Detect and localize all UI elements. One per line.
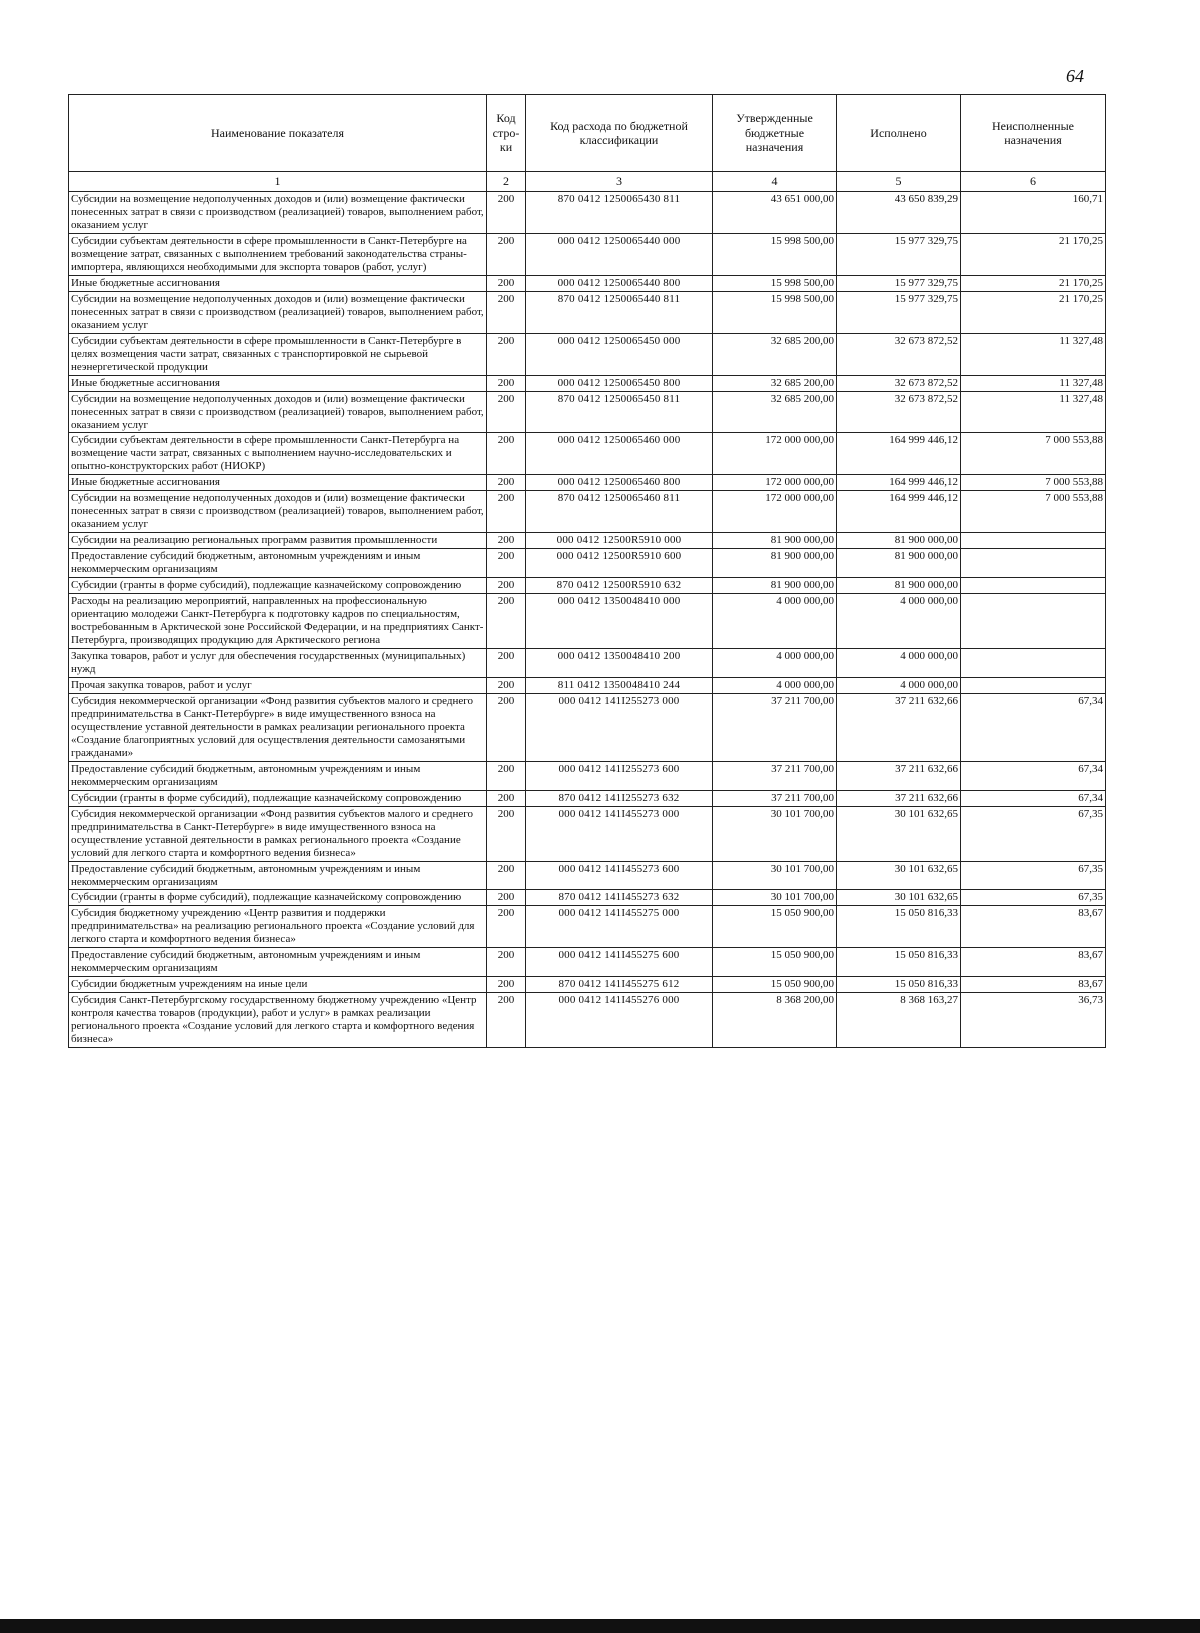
row-line-code: 200 <box>487 433 526 475</box>
table-row <box>69 906 1106 948</box>
row-executed: 4 000 000,00 <box>837 677 961 693</box>
row-expense-code: 870 0412 141I455275 612 <box>526 977 713 993</box>
row-unexecuted <box>961 549 1106 578</box>
row-executed: 30 101 632,65 <box>837 890 961 906</box>
row-line-code: 200 <box>487 761 526 790</box>
row-line-code: 200 <box>487 649 526 678</box>
row-line-code: 200 <box>487 594 526 649</box>
row-executed: 15 050 816,33 <box>837 977 961 993</box>
table-row <box>69 993 1106 1048</box>
row-approved: 30 101 700,00 <box>713 861 837 890</box>
row-expense-code: 870 0412 1250065450 811 <box>526 391 713 433</box>
row-approved: 15 050 900,00 <box>713 906 837 948</box>
row-line-code: 200 <box>487 906 526 948</box>
column-number: 2 <box>487 172 526 192</box>
row-approved: 15 050 900,00 <box>713 948 837 977</box>
page-number: 64 <box>1066 66 1084 86</box>
row-expense-code: 870 0412 12500R5910 632 <box>526 578 713 594</box>
row-approved: 4 000 000,00 <box>713 677 837 693</box>
row-approved: 8 368 200,00 <box>713 993 837 1048</box>
row-name: Субсидии субъектам деятельности в сфере промышленности в Санкт-Петербурге на возмещение затрат, связанных с выполнением требований законодательства страны-импортера, являющихся необходимыми для экспорта товаров (работ, услуг) <box>69 233 487 275</box>
row-unexecuted <box>961 677 1106 693</box>
row-name: Субсидии на возмещение недополученных доходов и (или) возмещение фактически понесенных затрат в связи с производством (реализацией) товаров, выполнением работ, оказанием услуг <box>69 291 487 333</box>
row-unexecuted <box>961 533 1106 549</box>
row-line-code: 200 <box>487 549 526 578</box>
row-executed: 15 977 329,75 <box>837 233 961 275</box>
row-expense-code: 000 0412 141I455276 000 <box>526 993 713 1048</box>
row-name: Предоставление субсидий бюджетным, автономным учреждениям и иным некоммерческим организациям <box>69 948 487 977</box>
table-row <box>69 333 1106 375</box>
row-name: Субсидии (гранты в форме субсидий), подлежащие казначейскому сопровождению <box>69 790 487 806</box>
table-row <box>69 977 1106 993</box>
row-unexecuted: 7 000 553,88 <box>961 475 1106 491</box>
column-number: 6 <box>961 172 1106 192</box>
row-unexecuted: 67,35 <box>961 861 1106 890</box>
column-number: 4 <box>713 172 837 192</box>
row-executed: 81 900 000,00 <box>837 533 961 549</box>
table-row <box>69 861 1106 890</box>
row-name: Субсидии (гранты в форме субсидий), подлежащие казначейскому сопровождению <box>69 578 487 594</box>
table-row <box>69 291 1106 333</box>
row-expense-code: 870 0412 141I455273 632 <box>526 890 713 906</box>
row-expense-code: 870 0412 1250065460 811 <box>526 491 713 533</box>
header-expense-code: Код расхода по бюджетной классификации <box>526 95 713 172</box>
table-row <box>69 475 1106 491</box>
row-executed: 15 050 816,33 <box>837 906 961 948</box>
row-line-code: 200 <box>487 491 526 533</box>
row-approved: 30 101 700,00 <box>713 890 837 906</box>
row-name: Предоставление субсидий бюджетным, автономным учреждениям и иным некоммерческим организациям <box>69 761 487 790</box>
row-line-code: 200 <box>487 890 526 906</box>
row-approved: 37 211 700,00 <box>713 790 837 806</box>
row-name: Субсидии на реализацию региональных программ развития промышленности <box>69 533 487 549</box>
row-unexecuted: 83,67 <box>961 906 1106 948</box>
header-approved: Утвержденные бюджетные назначения <box>713 95 837 172</box>
table-row <box>69 375 1106 391</box>
row-expense-code: 000 0412 1250065450 000 <box>526 333 713 375</box>
row-line-code: 200 <box>487 533 526 549</box>
row-name: Субсидия некоммерческой организации «Фонд развития субъектов малого и среднего предпринимательства в Санкт-Петербурге» в виде имущественного взноса на осуществление уставной деятельности в рамках реализации регионального проекта «Создание благоприятных условий для осуществления деятельности самозанятыми гражданами» <box>69 693 487 761</box>
row-approved: 15 998 500,00 <box>713 233 837 275</box>
row-name: Расходы на реализацию мероприятий, направленных на профессиональную ориентацию молодежи Санкт-Петербурга к подготовку кадров по специальностям, востребованным в Арктической зоне Российской Федерации, и на предприятиях Санкт-Петербурга, производящих продукцию для Арктического региона <box>69 594 487 649</box>
row-name: Субсидии на возмещение недополученных доходов и (или) возмещение фактически понесенных затрат в связи с производством (реализацией) товаров, выполнением работ, оказанием услуг <box>69 391 487 433</box>
table-row <box>69 491 1106 533</box>
table-row <box>69 578 1106 594</box>
row-executed: 164 999 446,12 <box>837 491 961 533</box>
row-name: Субсидии на возмещение недополученных доходов и (или) возмещение фактически понесенных затрат в связи с производством (реализацией) товаров, выполнением работ, оказанием услуг <box>69 192 487 234</box>
row-name: Субсидия некоммерческой организации «Фонд развития субъектов малого и среднего предпринимательства в Санкт-Петербурге» в виде имущественного взноса на осуществление уставной деятельности в рамках регионального проекта «Создание условий для легкого старта и комфортного ведения бизнеса» <box>69 806 487 861</box>
table-row <box>69 192 1106 234</box>
table-row <box>69 649 1106 678</box>
header-row <box>69 95 1106 172</box>
row-executed: 81 900 000,00 <box>837 549 961 578</box>
row-approved: 4 000 000,00 <box>713 649 837 678</box>
row-name: Предоставление субсидий бюджетным, автономным учреждениям и иным некоммерческим организациям <box>69 549 487 578</box>
row-unexecuted <box>961 649 1106 678</box>
table-row <box>69 677 1106 693</box>
row-expense-code: 000 0412 12500R5910 600 <box>526 549 713 578</box>
row-line-code: 200 <box>487 291 526 333</box>
row-line-code: 200 <box>487 677 526 693</box>
row-approved: 15 998 500,00 <box>713 291 837 333</box>
row-line-code: 200 <box>487 391 526 433</box>
row-line-code: 200 <box>487 693 526 761</box>
row-expense-code: 000 0412 141I455275 000 <box>526 906 713 948</box>
row-unexecuted: 21 170,25 <box>961 275 1106 291</box>
table-row <box>69 948 1106 977</box>
row-expense-code: 000 0412 1350048410 000 <box>526 594 713 649</box>
row-expense-code: 000 0412 1250065460 000 <box>526 433 713 475</box>
column-number: 1 <box>69 172 487 192</box>
row-expense-code: 000 0412 141I455273 000 <box>526 806 713 861</box>
row-executed: 32 673 872,52 <box>837 333 961 375</box>
row-executed: 15 050 816,33 <box>837 948 961 977</box>
row-executed: 8 368 163,27 <box>837 993 961 1048</box>
header-executed: Исполнено <box>837 95 961 172</box>
row-approved: 81 900 000,00 <box>713 533 837 549</box>
row-line-code: 200 <box>487 475 526 491</box>
row-expense-code: 000 0412 1250065460 800 <box>526 475 713 491</box>
row-approved: 81 900 000,00 <box>713 578 837 594</box>
row-unexecuted: 7 000 553,88 <box>961 433 1106 475</box>
row-name: Предоставление субсидий бюджетным, автономным учреждениям и иным некоммерческим организациям <box>69 861 487 890</box>
row-expense-code: 000 0412 1350048410 200 <box>526 649 713 678</box>
row-name: Субсидии на возмещение недополученных доходов и (или) возмещение фактически понесенных затрат в связи с производством (реализацией) товаров, выполнением работ, оказанием услуг <box>69 491 487 533</box>
budget-execution-table <box>68 94 1106 1048</box>
row-expense-code: 000 0412 141I255273 000 <box>526 693 713 761</box>
row-expense-code: 870 0412 1250065430 811 <box>526 192 713 234</box>
row-executed: 30 101 632,65 <box>837 806 961 861</box>
row-unexecuted <box>961 578 1106 594</box>
table-row <box>69 433 1106 475</box>
column-numbers-row <box>69 172 1106 192</box>
header-unexecuted: Неисполненные назначения <box>961 95 1106 172</box>
row-executed: 37 211 632,66 <box>837 790 961 806</box>
scan-edge-bar <box>0 1619 1200 1633</box>
table-body <box>69 192 1106 1048</box>
row-unexecuted <box>961 594 1106 649</box>
row-executed: 4 000 000,00 <box>837 594 961 649</box>
row-executed: 32 673 872,52 <box>837 375 961 391</box>
row-name: Субсидии субъектам деятельности в сфере промышленности в Санкт-Петербурге в целях возмещения части затрат, связанных с транспортировкой не сырьевой неэнергетической продукции <box>69 333 487 375</box>
row-expense-code: 000 0412 141I455275 600 <box>526 948 713 977</box>
row-line-code: 200 <box>487 977 526 993</box>
row-name: Субсидии бюджетным учреждениям на иные цели <box>69 977 487 993</box>
table-row <box>69 533 1106 549</box>
row-name: Иные бюджетные ассигнования <box>69 275 487 291</box>
table-row <box>69 594 1106 649</box>
row-line-code: 200 <box>487 861 526 890</box>
row-executed: 4 000 000,00 <box>837 649 961 678</box>
row-unexecuted: 36,73 <box>961 993 1106 1048</box>
row-unexecuted: 11 327,48 <box>961 333 1106 375</box>
row-unexecuted: 67,34 <box>961 761 1106 790</box>
table-row <box>69 890 1106 906</box>
row-name: Субсидия бюджетному учреждению «Центр развития и поддержки предпринимательства» на реализацию регионального проекта «Создание условий для легкого старта и комфортного ведения бизнеса» <box>69 906 487 948</box>
header-indicator-name: Наименование показателя <box>69 95 487 172</box>
row-name: Субсидии субъектам деятельности в сфере промышленности Санкт-Петербурга на возмещение части затрат, связанных с выполнением научно-исследовательских и опытно-конструкторских работ (НИОКР) <box>69 433 487 475</box>
row-name: Субсидии (гранты в форме субсидий), подлежащие казначейскому сопровождению <box>69 890 487 906</box>
row-expense-code: 000 0412 141I255273 600 <box>526 761 713 790</box>
column-number: 5 <box>837 172 961 192</box>
table-row <box>69 391 1106 433</box>
row-executed: 37 211 632,66 <box>837 761 961 790</box>
row-approved: 32 685 200,00 <box>713 391 837 433</box>
row-approved: 172 000 000,00 <box>713 491 837 533</box>
row-line-code: 200 <box>487 275 526 291</box>
row-unexecuted: 21 170,25 <box>961 233 1106 275</box>
row-approved: 15 050 900,00 <box>713 977 837 993</box>
table-row <box>69 275 1106 291</box>
row-name: Иные бюджетные ассигнования <box>69 475 487 491</box>
table-row <box>69 790 1106 806</box>
row-executed: 30 101 632,65 <box>837 861 961 890</box>
table-row <box>69 233 1106 275</box>
row-unexecuted: 67,35 <box>961 806 1106 861</box>
row-executed: 15 977 329,75 <box>837 291 961 333</box>
row-approved: 32 685 200,00 <box>713 333 837 375</box>
row-executed: 37 211 632,66 <box>837 693 961 761</box>
row-line-code: 200 <box>487 806 526 861</box>
row-expense-code: 000 0412 1250065440 800 <box>526 275 713 291</box>
row-line-code: 200 <box>487 948 526 977</box>
row-unexecuted: 67,35 <box>961 890 1106 906</box>
row-expense-code: 000 0412 1250065450 800 <box>526 375 713 391</box>
row-approved: 81 900 000,00 <box>713 549 837 578</box>
row-line-code: 200 <box>487 578 526 594</box>
row-unexecuted: 83,67 <box>961 948 1106 977</box>
table-row <box>69 693 1106 761</box>
row-name: Иные бюджетные ассигнования <box>69 375 487 391</box>
row-executed: 81 900 000,00 <box>837 578 961 594</box>
row-unexecuted: 67,34 <box>961 693 1106 761</box>
row-line-code: 200 <box>487 790 526 806</box>
row-line-code: 200 <box>487 333 526 375</box>
row-expense-code: 811 0412 1350048410 244 <box>526 677 713 693</box>
row-line-code: 200 <box>487 993 526 1048</box>
row-expense-code: 870 0412 141I255273 632 <box>526 790 713 806</box>
row-unexecuted: 21 170,25 <box>961 291 1106 333</box>
row-expense-code: 000 0412 1250065440 000 <box>526 233 713 275</box>
row-executed: 164 999 446,12 <box>837 433 961 475</box>
row-name: Субсидия Санкт-Петербургскому государственному бюджетному учреждению «Центр контроля качества товаров (продукции), работ и услуг» в рамках реализации регионального проекта «Создание условий для легкого старта и комфортного ведения бизнеса» <box>69 993 487 1048</box>
row-expense-code: 000 0412 141I455273 600 <box>526 861 713 890</box>
header-line-code: Код стро-ки <box>487 95 526 172</box>
row-executed: 164 999 446,12 <box>837 475 961 491</box>
table-row <box>69 761 1106 790</box>
row-line-code: 200 <box>487 233 526 275</box>
row-name: Закупка товаров, работ и услуг для обеспечения государственных (муниципальных) нужд <box>69 649 487 678</box>
row-approved: 37 211 700,00 <box>713 761 837 790</box>
row-unexecuted: 160,71 <box>961 192 1106 234</box>
row-unexecuted: 11 327,48 <box>961 375 1106 391</box>
row-expense-code: 000 0412 12500R5910 000 <box>526 533 713 549</box>
row-executed: 32 673 872,52 <box>837 391 961 433</box>
row-line-code: 200 <box>487 375 526 391</box>
row-unexecuted: 11 327,48 <box>961 391 1106 433</box>
row-approved: 15 998 500,00 <box>713 275 837 291</box>
row-approved: 32 685 200,00 <box>713 375 837 391</box>
row-approved: 172 000 000,00 <box>713 433 837 475</box>
row-unexecuted: 83,67 <box>961 977 1106 993</box>
row-approved: 43 651 000,00 <box>713 192 837 234</box>
row-expense-code: 870 0412 1250065440 811 <box>526 291 713 333</box>
row-approved: 30 101 700,00 <box>713 806 837 861</box>
table-row <box>69 549 1106 578</box>
row-approved: 172 000 000,00 <box>713 475 837 491</box>
row-approved: 4 000 000,00 <box>713 594 837 649</box>
row-executed: 43 650 839,29 <box>837 192 961 234</box>
row-name: Прочая закупка товаров, работ и услуг <box>69 677 487 693</box>
row-unexecuted: 67,34 <box>961 790 1106 806</box>
row-approved: 37 211 700,00 <box>713 693 837 761</box>
row-line-code: 200 <box>487 192 526 234</box>
row-unexecuted: 7 000 553,88 <box>961 491 1106 533</box>
table-row <box>69 806 1106 861</box>
row-executed: 15 977 329,75 <box>837 275 961 291</box>
column-number: 3 <box>526 172 713 192</box>
